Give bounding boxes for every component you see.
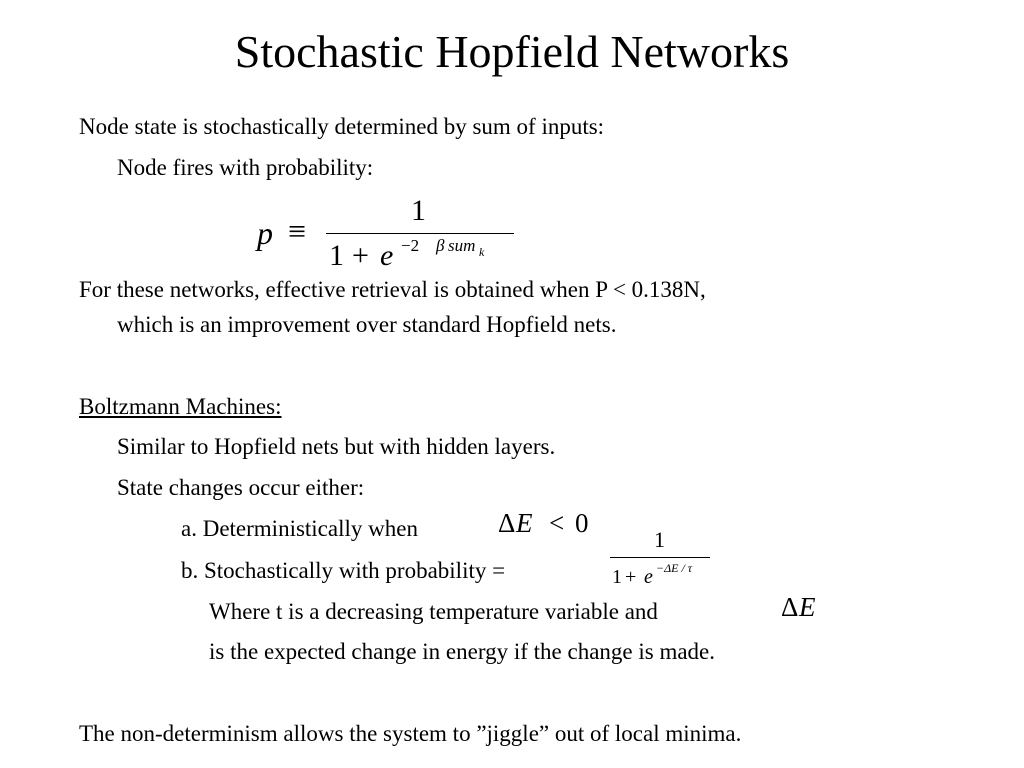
text-line-node-fires: Node fires with probability: (117, 155, 374, 180)
formula-exp-sum: sum (448, 236, 476, 255)
formula-lhs-p: p (257, 215, 273, 251)
formula-exp-minus-two: −2 (401, 236, 420, 255)
text-line-effective-retrieval: For these networks, effective retrieval is obtained when P < 0.138N, (79, 277, 706, 302)
formula-den-one: 1 (329, 239, 344, 272)
formula-prob-exponent: −ΔE / τ (656, 561, 693, 575)
formula-delta-symbol: Δ (498, 508, 516, 538)
formula-prob-den-e: e (644, 566, 653, 588)
formula-exp-subscript-k: k (479, 245, 485, 259)
text-line-non-determinism: The non-determinism allows the system to ”jiggle” out of local minima. (79, 721, 742, 746)
formula-prob-den-plus: + (625, 566, 637, 588)
formula-exp-beta: β (436, 236, 445, 255)
formula-prob-numerator: 1 (654, 527, 665, 552)
text-line-hidden-layers: Similar to Hopfield nets but with hidden layers. (117, 434, 556, 459)
heading-boltzmann-machines: Boltzmann Machines: (79, 394, 282, 419)
formula-delta-e-symbol: Δ (781, 592, 799, 622)
text-line-node-state: Node state is stochastically determined by sum of inputs: (79, 114, 605, 139)
text-line-improvement: which is an improvement over standard Hopfield nets. (117, 312, 617, 337)
formula-delta-e-variable: E (799, 592, 816, 622)
formula-equiv-sign: ≡ (288, 213, 307, 249)
formula-less-than: < (549, 508, 565, 538)
text-line-deterministic: a. Deterministically when (181, 516, 418, 541)
text-line-state-changes: State changes occur either: (117, 475, 365, 500)
formula-prob-fraction-bar (610, 557, 710, 558)
text-line-expected-change: is the expected change in energy if the change is made. (209, 639, 716, 664)
formula-zero: 0 (575, 508, 589, 538)
slide-title: Stochastic Hopfield Networks (234, 26, 790, 77)
formula-variable-e: E (516, 508, 533, 538)
formula-prob-den-one: 1 (612, 566, 622, 588)
formula-fraction-bar (326, 233, 514, 234)
formula-numerator: 1 (411, 194, 426, 227)
text-line-temperature: Where t is a decreasing temperature variable and (209, 599, 658, 624)
formula-den-plus: + (352, 239, 369, 272)
formula-den-e: e (380, 239, 394, 272)
text-line-stochastic: b. Stochastically with probability = (181, 558, 506, 583)
